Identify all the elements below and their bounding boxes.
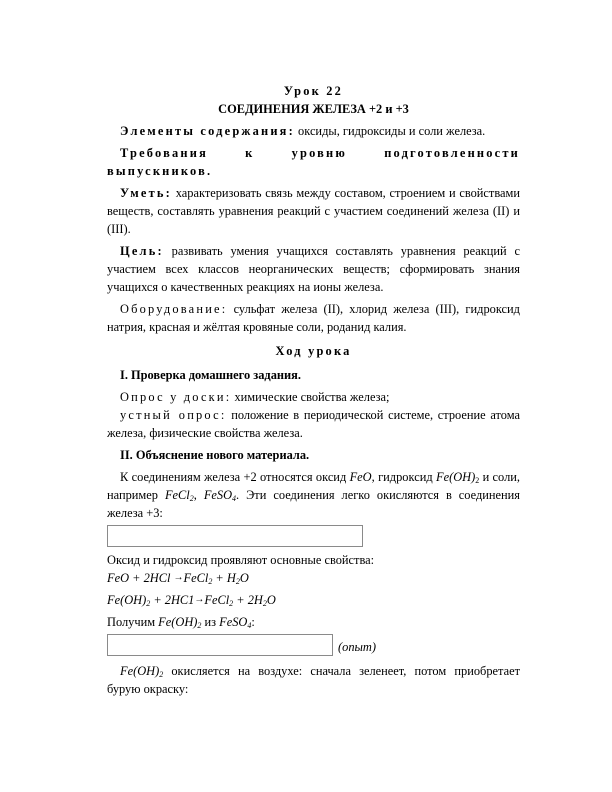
oxidation-text: окисляется на воздухе: сначала зеленеет, потом приобретает бурую окраску: xyxy=(107,664,520,696)
intro-text: , xyxy=(193,488,204,502)
oral-survey-label: устный опрос: xyxy=(120,408,227,422)
skills-text: характеризовать связь между составом, строением и свойствами веществ, составлять уравнения реакций с участием соединений железа (II) и (III). xyxy=(107,186,520,236)
equipment-text: сульфат железа (II), хлорид железа (III), гидроксид натрия, красная и жёлтая кровяные соли, роданид калия. xyxy=(107,302,520,334)
skills xyxy=(107,184,520,238)
subscript: 2 xyxy=(146,599,151,608)
equation-part: FeO + 2HCl xyxy=(107,571,174,585)
formula-feoh2: Fe(OH) xyxy=(436,470,476,484)
intro-text: , гидроксид xyxy=(371,470,436,484)
oral-survey xyxy=(107,406,520,442)
subscript: 2 xyxy=(159,670,164,679)
equipment-label: Оборудование: xyxy=(120,302,228,316)
equation-part: O xyxy=(266,593,276,607)
subscript: 4 xyxy=(247,621,252,630)
content-elements-text: оксиды, гидроксиды и соли железа. xyxy=(298,124,486,138)
board-survey-text: химические свойства железа; xyxy=(234,390,390,404)
feoh2-oxidation-text xyxy=(107,662,520,698)
experiment-note: (опыт) xyxy=(338,640,376,654)
obtain-part: Получим xyxy=(107,615,159,629)
lesson-page xyxy=(107,82,520,698)
requirements-line1 xyxy=(107,144,520,162)
goal-text: развивать умения учащихся составлять уравнения реакций с участием всех классов неорганических веществ; сформировать знания учащихся о качественных реакциях на ионы железа. xyxy=(107,244,520,294)
goal xyxy=(107,242,520,296)
requirements-word: к xyxy=(245,146,255,160)
requirements-line2: выпускников. xyxy=(107,164,213,178)
lesson-flow-heading: Ход урока xyxy=(275,344,352,358)
experiment-row xyxy=(107,634,520,656)
equation-part: + 2HC1 xyxy=(150,593,195,607)
lesson-number: Урок 22 xyxy=(283,84,344,98)
subscript: 2 xyxy=(475,476,480,485)
oxidation-answer-box[interactable] xyxy=(107,525,363,547)
subscript: 4 xyxy=(232,494,237,503)
equation-part: FeCl xyxy=(183,571,209,585)
formula-feso4: FeSO xyxy=(219,615,248,629)
section2-heading: II. Объяснение нового материала. xyxy=(120,448,310,462)
requirements-word: уровню xyxy=(291,146,348,160)
requirements-word: Требования xyxy=(120,146,208,160)
obtain-part: : xyxy=(251,615,255,629)
formula-feoh2: Fe(OH) xyxy=(158,615,198,629)
intro-text: и соли, например xyxy=(107,470,520,502)
basic-properties-text: Оксид и гидроксид проявляют основные свойства: xyxy=(107,553,375,567)
equation-part: FeCl xyxy=(204,593,230,607)
content-elements xyxy=(107,122,520,140)
skills-label: Уметь: xyxy=(120,186,172,200)
board-survey-label: Опрос у доски: xyxy=(120,390,232,404)
section1-heading: I. Проверка домашнего задания. xyxy=(120,368,301,382)
intro-text: . Эти соединения легко окисляются в соединения железа +3: xyxy=(107,488,520,520)
iron2-compounds-intro xyxy=(107,468,520,522)
intro-text: К соединениям железа +2 относятся оксид xyxy=(120,470,350,484)
board-survey xyxy=(107,388,520,406)
subscript: 2 xyxy=(189,494,194,503)
equation-feoh2-hcl xyxy=(107,591,520,609)
equipment xyxy=(107,300,520,336)
goal-label: Цель: xyxy=(120,244,164,258)
equation-part: O xyxy=(239,571,249,585)
equation-part: Fe(OH) xyxy=(107,593,147,607)
formula-feoh2: Fe(OH) xyxy=(120,664,160,678)
oral-survey-text: положение в периодической системе, строение атома железа, физические свойства железа. xyxy=(107,408,520,440)
formula-feso4: FeSO xyxy=(203,488,233,502)
subscript: 2 xyxy=(262,599,267,608)
formula-fecl2: FeCl xyxy=(164,488,190,502)
lesson-topic: СОЕДИНЕНИЯ ЖЕЛЕЗА +2 и +3 xyxy=(218,102,409,116)
reaction-arrow-icon: → xyxy=(194,594,205,605)
equation-part: + H xyxy=(212,571,236,585)
experiment-answer-box[interactable] xyxy=(107,634,333,656)
equation-part: + 2H xyxy=(233,593,263,607)
subscript: 2 xyxy=(235,577,240,586)
content-elements-label: Элементы содержания: xyxy=(120,124,295,138)
reaction-arrow-icon: → xyxy=(173,572,184,583)
subscript: 2 xyxy=(208,577,213,586)
obtain-feoh2-text xyxy=(107,613,520,631)
obtain-part: из xyxy=(201,615,220,629)
subscript: 2 xyxy=(197,621,202,630)
requirements-word: подготовленности xyxy=(384,146,520,160)
equation-feo-hcl xyxy=(107,569,520,587)
subscript: 2 xyxy=(229,599,234,608)
formula-feo: FeO xyxy=(349,470,372,484)
